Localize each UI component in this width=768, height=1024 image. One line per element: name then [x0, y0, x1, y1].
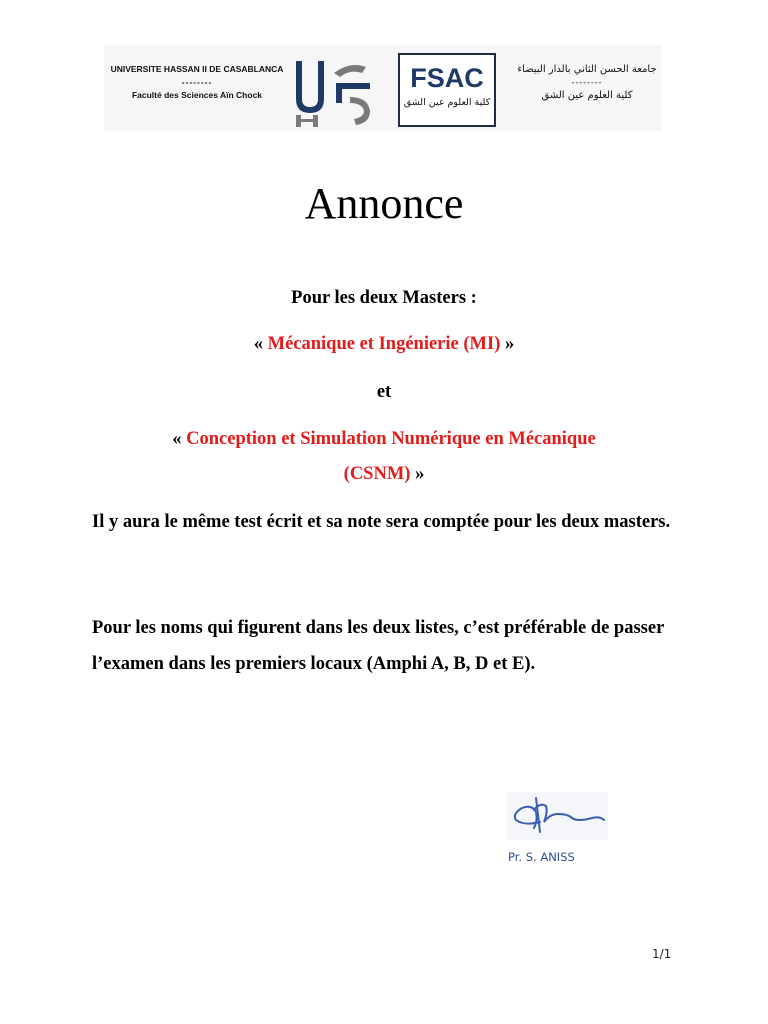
master-2-name-part-2: (CSNM) — [343, 464, 411, 484]
handwritten-signature — [506, 792, 608, 840]
university-name-fr: UNIVERSITE HASSAN II DE CASABLANCA — [110, 64, 284, 74]
university-name-ar: جامعة الحسن الثاني بالدار البيضاء — [517, 64, 657, 75]
fsac-logo-text: FSAC — [410, 63, 484, 93]
masters-intro: Pour les deux Masters : — [291, 288, 477, 308]
conjunction-text: et — [376, 382, 392, 402]
paragraph-1: Il y aura le même test écrit et sa note sera comptée pour les deux masters. — [92, 512, 671, 532]
university-header-fr — [104, 63, 290, 102]
close-quote: » — [415, 464, 425, 484]
close-quote: » — [504, 334, 515, 354]
paragraph-2: Pour les noms qui figurent dans les deux listes, c’est préférable de passer l’examen dans les premiers locaux (Amphi A, B, D et E). — [92, 618, 664, 674]
signatory-name: Pr. S. ANISS — [508, 850, 575, 864]
header-banner — [104, 45, 662, 131]
header-separator-ar: -------- — [571, 78, 603, 87]
faculty-name-ar: كلية العلوم عين الشق — [541, 90, 633, 101]
faculty-name-fr: Faculté des Sciences Aïn Chock — [131, 90, 263, 100]
uh2-logo — [290, 53, 375, 129]
fsac-logo-arabic: كلية العلوم عين الشق — [403, 97, 491, 108]
open-quote: « — [172, 429, 182, 449]
header-separator-fr: -------- — [181, 77, 213, 87]
master-1-name: Mécanique et Ingénierie (MI) — [267, 334, 501, 354]
page-number: 1/1 — [652, 947, 672, 961]
master-2-name-part-1: Conception et Simulation Numérique en Mécanique — [186, 429, 596, 449]
university-header-ar — [512, 61, 662, 104]
master-2-line-1 — [0, 427, 768, 451]
page-title: Annonce — [304, 179, 464, 228]
master-2-line-2 — [0, 462, 768, 486]
open-quote: « — [253, 334, 263, 354]
master-1-line — [0, 332, 768, 356]
fsac-logo — [398, 53, 496, 127]
